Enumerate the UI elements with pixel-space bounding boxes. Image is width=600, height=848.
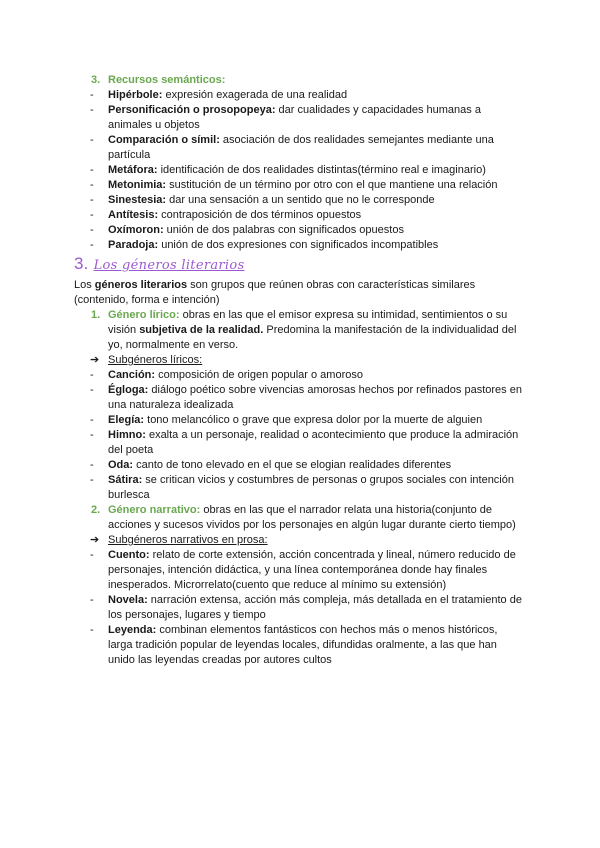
list-item-continuation: del poeta xyxy=(108,444,154,456)
list-item: Égloga: diálogo poético sobre vivencias amorosas hechos por refinados pastores en xyxy=(108,384,522,396)
list-item: Metáfora: identificación de dos realidades distintas(término real e imaginario) xyxy=(108,164,486,176)
genre-lyric-paragraph-line: yo, normalmente en verso. xyxy=(108,339,239,351)
heading-title: Los géneros literarios xyxy=(93,258,245,273)
list-item: Antítesis: contraposición de dos términos opuestos xyxy=(108,209,362,221)
list-item-continuation: personajes, intención didáctica, y una línea contemporánea donde hay finales xyxy=(108,564,488,576)
list-item: Paradoja: unión de dos expresiones con significados incompatibles xyxy=(108,239,439,251)
list-item: Oxímoron: unión de dos palabras con significados opuestos xyxy=(108,224,404,236)
list-number: 1. xyxy=(91,309,101,321)
bullet-dash: - xyxy=(90,179,94,191)
list-item: Hipérbole: expresión exagerada de una realidad xyxy=(108,89,348,101)
list-item-continuation: partícula xyxy=(108,149,151,161)
bullet-dash: - xyxy=(90,549,94,561)
bullet-dash: - xyxy=(90,369,94,381)
list-item-continuation: una naturaleza idealizada xyxy=(108,399,234,411)
list-item: Cuento: relato de corte extensión, acción concentrada y lineal, número reducido de xyxy=(108,549,516,561)
list-item-continuation: burlesca xyxy=(108,489,150,501)
list-item: Sátira: se critican vicios y costumbres de personas o grupos sociales con intención xyxy=(108,474,514,486)
list-item: Comparación o símil: asociación de dos realidades semejantes mediante una xyxy=(108,134,494,146)
list-item-continuation: animales u objetos xyxy=(108,119,200,131)
genre-lyric-paragraph: Género lírico: obras en las que el emisor expresa su intimidad, sentimientos o su xyxy=(108,309,508,321)
list-item: Himno: exalta a un personaje, realidad o acontecimiento que produce la admiración xyxy=(108,429,519,441)
list-item-continuation: unido las leyendas creadas por autores cultos xyxy=(108,654,332,666)
bullet-dash: - xyxy=(90,89,94,101)
list-item: Sinestesia: dar una sensación a un sentido que no le corresponde xyxy=(108,194,435,206)
bullet-dash: - xyxy=(90,194,94,206)
intro-paragraph: Los géneros literarios son grupos que reúnen obras con características similares xyxy=(74,279,476,291)
bullet-dash: - xyxy=(90,414,94,426)
list-item: Novela: narración extensa, acción más compleja, más detallada en el tratamiento de xyxy=(108,594,522,606)
section-title: Recursos semánticos: xyxy=(108,74,226,86)
list-item: Canción: composición de origen popular o amoroso xyxy=(108,369,363,381)
genre-narrative-paragraph-line: acciones y sucesos vividos por los personajes en algún lugar durante cierto tiempo) xyxy=(108,519,516,531)
bullet-dash: - xyxy=(90,164,94,176)
list-number: 3. xyxy=(91,74,101,86)
bullet-dash: - xyxy=(90,134,94,146)
bullet-dash: - xyxy=(90,384,94,396)
list-number: 2. xyxy=(91,504,101,516)
bullet-dash: - xyxy=(90,429,94,441)
bullet-dash: - xyxy=(90,209,94,221)
subgenre-heading: Subgéneros narrativos en prosa: xyxy=(108,534,268,546)
list-item-continuation: larga tradición popular de leyendas locales, difundidas oralmente, a las que han xyxy=(108,639,497,651)
list-item-continuation: inesperados. Microrrelato(cuento que reduce al mínimo su extensión) xyxy=(108,579,447,591)
heading-number: 3. xyxy=(74,254,89,273)
bullet-dash: - xyxy=(90,224,94,236)
subgenre-heading: Subgéneros líricos: xyxy=(108,354,203,366)
list-item: Personificación o prosopopeya: dar cualidades y capacidades humanas a xyxy=(108,104,481,116)
list-item: Leyenda: combinan elementos fantásticos con hechos más o menos históricos, xyxy=(108,624,498,636)
bullet-dash: - xyxy=(90,104,94,116)
arrow-bullet-icon: ➔ xyxy=(90,354,100,366)
list-item: Elegía: tono melancólico o grave que expresa dolor por la muerte de alguien xyxy=(108,414,483,426)
bullet-dash: - xyxy=(90,239,94,251)
genre-narrative-paragraph: Género narrativo: obras en las que el narrador relata una historia(conjunto de xyxy=(108,504,492,516)
list-item: Metonimia: sustitución de un término por otro con el que mantiene una relación xyxy=(108,179,498,191)
arrow-bullet-icon: ➔ xyxy=(90,534,100,546)
bullet-dash: - xyxy=(90,474,94,486)
bullet-dash: - xyxy=(90,594,94,606)
bullet-dash: - xyxy=(90,624,94,636)
intro-paragraph-continuation: (contenido, forma e intención) xyxy=(74,294,220,306)
bullet-dash: - xyxy=(90,459,94,471)
list-item: Oda: canto de tono elevado en el que se elogian realidades diferentes xyxy=(108,459,452,471)
section-heading xyxy=(74,254,244,276)
list-item-continuation: los personajes, lugares y tiempo xyxy=(108,609,266,621)
genre-lyric-paragraph-line: visión subjetiva de la realidad. Predomina la manifestación de la individualidad del xyxy=(108,324,517,336)
